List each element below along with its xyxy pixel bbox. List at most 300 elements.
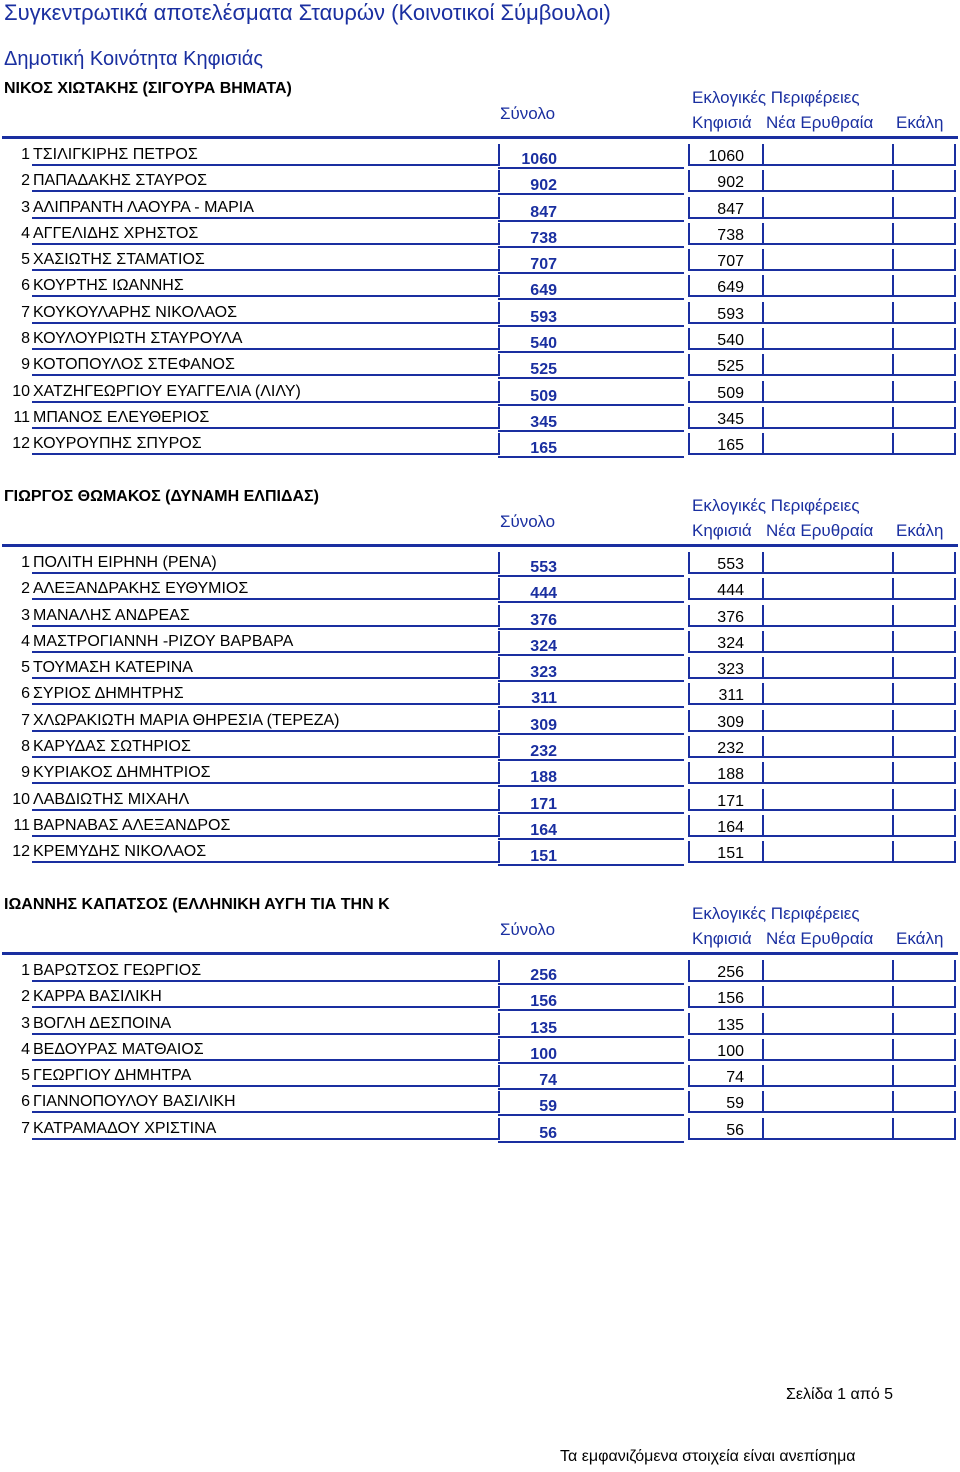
cell-divider (762, 1065, 764, 1087)
cell-divider (762, 249, 764, 271)
cell-divider (892, 1091, 894, 1113)
cell-divider (892, 1118, 894, 1140)
candidate-total: 135 (530, 1019, 557, 1037)
row-underline (32, 651, 498, 653)
candidate-total: 311 (531, 690, 557, 708)
cell-divider (688, 578, 690, 600)
candidate-name: ΤΟΥΜΑΣΗ ΚΑΤΕΡΙΝΑ (33, 659, 193, 677)
cell-divider (762, 1013, 764, 1035)
row-underline (32, 1059, 498, 1061)
table-row (0, 655, 960, 681)
table-row (0, 352, 960, 378)
candidate-kifisia-votes: 188 (717, 766, 744, 784)
cell-divider (688, 223, 690, 245)
page-number: Σελίδα 1 από 5 (786, 1386, 894, 1403)
cell-divider (688, 1118, 690, 1140)
cell-divider (954, 986, 956, 1008)
cell-divider (762, 657, 764, 679)
row-underline (32, 453, 498, 455)
total-header: Σύνολο (500, 920, 556, 939)
region-header-nea-erythraia: Νέα Ερυθραία (766, 929, 874, 948)
candidate-kifisia-votes: 1060 (708, 148, 744, 165)
cell-divider (498, 960, 500, 982)
candidate-total: 738 (530, 229, 557, 247)
region-underline (688, 1006, 956, 1008)
region-underline (688, 677, 956, 679)
table-row (0, 734, 960, 760)
cell-divider (688, 657, 690, 679)
region-underline (688, 374, 956, 376)
candidate-name: ΑΛΙΠΡΑΝΤΗ ΛΑΟΥΡΑ - ΜΑΡΙΑ (33, 198, 254, 216)
candidate-rank: 10 (12, 790, 30, 808)
candidate-kifisia-votes: 100 (717, 1042, 744, 1060)
candidate-rank: 11 (13, 408, 30, 426)
cell-divider (892, 789, 894, 811)
candidate-kifisia-votes: 323 (717, 661, 744, 679)
table-row (0, 379, 960, 405)
candidate-name: ΚΑΤΡΑΜΑΔΟΥ ΧΡΙΣΤΙΝΑ (33, 1119, 217, 1137)
candidate-rank: 7 (21, 303, 30, 321)
cell-divider (762, 960, 764, 982)
cell-divider (892, 407, 894, 429)
cell-divider (954, 657, 956, 679)
cell-divider (892, 302, 894, 324)
candidate-name: ΚΟΥΛΟΥΡΙΩΤΗ ΣΤΑΥΡΟΥΛΑ (33, 330, 243, 348)
cell-divider (688, 407, 690, 429)
cell-divider (762, 631, 764, 653)
region-header-kifisia: Κηφισιά (692, 521, 752, 540)
cell-divider (892, 986, 894, 1008)
candidate-rows (0, 958, 960, 1142)
cell-divider (688, 144, 690, 166)
cell-divider (892, 223, 894, 245)
candidate-total: 232 (530, 743, 557, 761)
candidate-rank: 2 (21, 988, 30, 1006)
unofficial-note: Τα εμφανιζόμενα στοιχεία είναι ανεπίσημα (560, 1448, 856, 1465)
cell-divider (954, 170, 956, 192)
table-row (0, 273, 960, 299)
table-row (0, 813, 960, 839)
cell-divider (892, 328, 894, 350)
region-underline (688, 730, 956, 732)
table-row (0, 142, 960, 168)
table-row (0, 1089, 960, 1115)
region-underline (688, 348, 956, 350)
candidate-name: ΚΥΡΙΑΚΟΣ ΔΗΜΗΤΡΙΟΣ (33, 764, 211, 782)
candidate-name: ΒΟΓΛΗ ΔΕΣΠΟΙΝΑ (33, 1014, 172, 1032)
cell-divider (954, 1039, 956, 1061)
region-header-ekali: Εκάλη (896, 929, 944, 948)
candidate-name: ΓΙΑΝΝΟΠΟΥΛΟΥ ΒΑΣΙΛΙΚΗ (33, 1093, 236, 1111)
region-underline (688, 453, 956, 455)
cell-divider (892, 736, 894, 758)
row-underline (32, 190, 498, 192)
cell-divider (762, 144, 764, 166)
electoral-regions-header: Εκλογικές Περιφέρειες (692, 904, 860, 923)
region-underline (688, 190, 956, 192)
cell-divider (688, 302, 690, 324)
row-underline (32, 598, 498, 600)
candidate-rank: 10 (12, 382, 30, 400)
candidate-kifisia-votes: 56 (726, 1121, 744, 1139)
candidate-name: ΚΑΡΡΑ ΒΑΣΙΛΙΚΗ (33, 988, 162, 1006)
cell-divider (762, 381, 764, 403)
candidate-total: 156 (530, 993, 557, 1011)
candidate-rank: 7 (21, 711, 30, 729)
region-underline (688, 269, 956, 271)
candidate-rank: 3 (21, 198, 30, 216)
row-underline (32, 625, 498, 627)
candidate-total: 323 (530, 664, 557, 682)
candidate-total: 74 (539, 1072, 557, 1090)
total-underline (498, 456, 684, 458)
region-underline (688, 401, 956, 403)
table-row (0, 195, 960, 221)
cell-divider (954, 605, 956, 627)
candidate-name: ΒΕΔΟΥΡΑΣ ΜΑΤΘΑΙΟΣ (33, 1040, 204, 1058)
cell-divider (498, 710, 500, 732)
table-row (0, 1037, 960, 1063)
region-underline (688, 651, 956, 653)
candidate-rank: 12 (12, 435, 30, 453)
candidate-total: 345 (530, 413, 557, 431)
cell-divider (498, 657, 500, 679)
cell-divider (954, 578, 956, 600)
cell-divider (892, 1013, 894, 1035)
table-row (0, 576, 960, 602)
candidate-rank: 1 (21, 554, 30, 571)
candidate-total: 553 (530, 559, 557, 576)
region-underline (688, 1033, 956, 1035)
region-header-nea-erythraia: Νέα Ερυθραία (766, 521, 874, 540)
candidate-kifisia-votes: 59 (726, 1095, 744, 1113)
cell-divider (498, 578, 500, 600)
candidate-total: 1060 (521, 151, 557, 168)
region-underline (688, 572, 956, 574)
region-underline (688, 243, 956, 245)
cell-divider (498, 762, 500, 784)
region-header-nea-erythraia: Νέα Ερυθραία (766, 113, 874, 132)
candidate-rank: 1 (21, 962, 30, 979)
table-row (0, 629, 960, 655)
cell-divider (688, 275, 690, 297)
region-underline (688, 1111, 956, 1113)
cell-divider (892, 1065, 894, 1087)
cell-divider (954, 815, 956, 837)
electoral-regions-header: Εκλογικές Περιφέρειες (692, 88, 860, 107)
cell-divider (498, 381, 500, 403)
total-underline (498, 1141, 684, 1143)
table-row (0, 431, 960, 457)
region-underline (688, 782, 956, 784)
candidate-total: 56 (539, 1124, 557, 1142)
cell-divider (954, 789, 956, 811)
candidate-kifisia-votes: 376 (717, 608, 744, 626)
header-divider (2, 544, 958, 547)
region-underline (688, 164, 956, 166)
candidate-rank: 5 (21, 251, 30, 269)
cell-divider (954, 354, 956, 376)
cell-divider (954, 736, 956, 758)
cell-divider (688, 789, 690, 811)
cell-divider (892, 631, 894, 653)
cell-divider (688, 328, 690, 350)
electoral-regions-header: Εκλογικές Περιφέρειες (692, 496, 860, 515)
cell-divider (954, 328, 956, 350)
cell-divider (762, 170, 764, 192)
cell-divider (498, 407, 500, 429)
candidate-kifisia-votes: 525 (717, 358, 744, 376)
cell-divider (954, 710, 956, 732)
cell-divider (498, 1091, 500, 1113)
candidate-name: ΚΡΕΜΥΔΗΣ ΝΙΚΟΛΑΟΣ (33, 843, 207, 861)
candidate-rank: 5 (21, 1067, 30, 1085)
candidate-kifisia-votes: 309 (717, 713, 744, 731)
region-underline (688, 1138, 956, 1140)
candidate-total: 540 (530, 335, 557, 353)
region-header-kifisia: Κηφισιά (692, 929, 752, 948)
table-row (0, 221, 960, 247)
candidate-kifisia-votes: 847 (717, 200, 744, 218)
cell-divider (892, 762, 894, 784)
cell-divider (688, 605, 690, 627)
candidate-name: ΜΠΑΝΟΣ ΕΛΕΥΘΕΡΙΟΣ (33, 408, 210, 426)
cell-divider (688, 710, 690, 732)
cell-divider (688, 170, 690, 192)
region-underline (688, 756, 956, 758)
cell-divider (762, 578, 764, 600)
cell-divider (892, 433, 894, 455)
cell-divider (498, 433, 500, 455)
row-underline (32, 401, 498, 403)
cell-divider (762, 683, 764, 705)
candidate-kifisia-votes: 151 (717, 845, 744, 863)
candidate-total: 649 (530, 282, 557, 300)
cell-divider (498, 1039, 500, 1061)
region-underline (688, 1085, 956, 1087)
candidate-total: 151 (530, 848, 557, 866)
candidate-rank: 4 (21, 632, 30, 650)
cell-divider (688, 960, 690, 982)
cell-divider (762, 302, 764, 324)
cell-divider (762, 736, 764, 758)
candidate-total: 100 (530, 1045, 557, 1063)
candidate-total: 444 (530, 585, 557, 603)
cell-divider (954, 302, 956, 324)
cell-divider (498, 736, 500, 758)
cell-divider (498, 1013, 500, 1035)
cell-divider (688, 197, 690, 219)
candidate-name: ΚΟΥΚΟΥΛΑΡΗΣ ΝΙΚΟΛΑΟΣ (33, 303, 237, 321)
region-underline (688, 625, 956, 627)
cell-divider (688, 762, 690, 784)
candidate-name: ΓΕΩΡΓΙΟΥ ΔΗΜΗΤΡΑ (33, 1067, 192, 1085)
cell-divider (688, 249, 690, 271)
candidate-kifisia-votes: 649 (717, 279, 744, 297)
cell-divider (892, 381, 894, 403)
cell-divider (954, 683, 956, 705)
candidate-kifisia-votes: 232 (717, 740, 744, 758)
cell-divider (498, 275, 500, 297)
table-row (0, 958, 960, 984)
table-row (0, 247, 960, 273)
row-underline (32, 269, 498, 271)
cell-divider (762, 1118, 764, 1140)
table-row (0, 1063, 960, 1089)
candidate-rank: 9 (21, 764, 30, 782)
candidate-kifisia-votes: 345 (717, 410, 744, 428)
row-underline (32, 164, 498, 166)
cell-divider (762, 1039, 764, 1061)
candidate-total: 847 (530, 203, 557, 221)
candidate-name: ΒΑΡΩΤΣΟΣ ΓΕΩΡΓΙΟΣ (33, 962, 202, 979)
candidate-total: 324 (530, 637, 557, 655)
row-underline (32, 756, 498, 758)
candidate-kifisia-votes: 164 (717, 818, 744, 836)
candidate-name: ΚΟΥΡΟΥΠΗΣ ΣΠΥΡΟΣ (33, 435, 202, 453)
candidate-rank: 3 (21, 606, 30, 624)
cell-divider (892, 841, 894, 863)
cell-divider (892, 683, 894, 705)
candidate-total: 707 (530, 256, 557, 274)
candidate-kifisia-votes: 902 (717, 174, 744, 192)
cell-divider (762, 762, 764, 784)
row-underline (32, 348, 498, 350)
candidate-name: ΧΑΤΖΗΓΕΩΡΓΙΟΥ ΕΥΑΓΓΕΛΙΑ (ΛΙΛΥ) (33, 382, 301, 400)
table-row (0, 550, 960, 576)
cell-divider (498, 1065, 500, 1087)
candidate-name: ΚΟΤΟΠΟΥΛΟΣ ΣΤΕΦΑΝΟΣ (33, 356, 235, 374)
candidate-total: 59 (539, 1098, 557, 1116)
cell-divider (762, 605, 764, 627)
cell-divider (688, 433, 690, 455)
cell-divider (688, 841, 690, 863)
cell-divider (954, 960, 956, 982)
cell-divider (954, 1065, 956, 1087)
row-underline (32, 1085, 498, 1087)
table-row (0, 760, 960, 786)
table-row (0, 603, 960, 629)
row-underline (32, 861, 498, 863)
cell-divider (954, 223, 956, 245)
candidate-rank: 6 (21, 685, 30, 703)
cell-divider (498, 197, 500, 219)
table-row (0, 405, 960, 431)
cell-divider (498, 328, 500, 350)
row-underline (32, 980, 498, 982)
region-underline (688, 835, 956, 837)
cell-divider (498, 302, 500, 324)
cell-divider (498, 631, 500, 653)
candidate-rank: 3 (21, 1014, 30, 1032)
cell-divider (688, 736, 690, 758)
candidate-name: ΚΟΥΡΤΗΣ ΙΩΑΝΝΗΣ (33, 277, 184, 295)
candidate-rank: 8 (21, 738, 30, 756)
cell-divider (954, 275, 956, 297)
cell-divider (498, 1118, 500, 1140)
table-row (0, 326, 960, 352)
table-row (0, 168, 960, 194)
candidate-rank: 4 (21, 224, 30, 242)
candidate-name: ΠΑΠΑΔΑΚΗΣ ΣΤΑΥΡΟΣ (33, 172, 208, 190)
cell-divider (954, 144, 956, 166)
cell-divider (688, 552, 690, 574)
cell-divider (498, 986, 500, 1008)
candidate-name: ΒΑΡΝΑΒΑΣ ΑΛΕΞΑΝΔΡΟΣ (33, 816, 231, 834)
table-row (0, 839, 960, 865)
cell-divider (762, 328, 764, 350)
candidate-name: ΜΑΣΤΡΟΓΙΑΝΝΗ -ΡΙΖΟΥ ΒΑΡΒΑΡΑ (33, 632, 294, 650)
region-header-ekali: Εκάλη (896, 521, 944, 540)
cell-divider (688, 1091, 690, 1113)
region-header-kifisia: Κηφισιά (692, 113, 752, 132)
cell-divider (762, 841, 764, 863)
candidate-kifisia-votes: 738 (717, 226, 744, 244)
row-underline (32, 572, 498, 574)
row-underline (32, 809, 498, 811)
candidate-rows (0, 550, 960, 866)
region-underline (688, 703, 956, 705)
candidate-rank: 8 (21, 330, 30, 348)
cell-divider (892, 197, 894, 219)
cell-divider (498, 815, 500, 837)
candidate-total: 256 (530, 967, 557, 984)
region-underline (688, 598, 956, 600)
cell-divider (892, 1039, 894, 1061)
cell-divider (762, 1091, 764, 1113)
cell-divider (762, 433, 764, 455)
candidate-kifisia-votes: 311 (718, 687, 744, 705)
cell-divider (892, 657, 894, 679)
cell-divider (498, 841, 500, 863)
cell-divider (892, 249, 894, 271)
candidate-rows (0, 142, 960, 458)
candidate-kifisia-votes: 509 (717, 384, 744, 402)
candidate-kifisia-votes: 444 (717, 582, 744, 600)
cell-divider (954, 407, 956, 429)
party-leader-title: ΙΩΑΝΝΗΣ ΚΑΠΑΤΣΟΣ (ΕΛΛΗΝΙΚΗ ΑΥΓΗ ΤΙΑ ΤΗΝ Κ (4, 896, 390, 913)
cell-divider (892, 960, 894, 982)
candidate-name: ΑΛΕΞΑΝΔΡΑΚΗΣ ΕΥΘΥΜΙΟΣ (33, 580, 249, 598)
cell-divider (954, 1091, 956, 1113)
cell-divider (762, 552, 764, 574)
header-divider (2, 136, 958, 139)
cell-divider (954, 381, 956, 403)
candidate-kifisia-votes: 707 (717, 253, 744, 271)
cell-divider (892, 552, 894, 574)
candidate-kifisia-votes: 165 (717, 437, 744, 455)
cell-divider (954, 841, 956, 863)
cell-divider (688, 683, 690, 705)
candidate-rank: 2 (21, 172, 30, 190)
cell-divider (688, 1013, 690, 1035)
cell-divider (762, 223, 764, 245)
candidate-total: 164 (530, 821, 557, 839)
candidate-rank: 5 (21, 659, 30, 677)
candidate-rank: 1 (21, 146, 30, 163)
cell-divider (892, 144, 894, 166)
candidate-name: ΤΣΙΛΙΓΚΙΡΗΣ ΠΕΤΡΟΣ (33, 146, 198, 163)
total-underline (498, 864, 684, 866)
cell-divider (762, 710, 764, 732)
table-row (0, 708, 960, 734)
total-header: Σύνολο (500, 104, 556, 123)
row-underline (32, 677, 498, 679)
candidate-rank: 6 (21, 1093, 30, 1111)
candidate-total: 902 (530, 177, 557, 195)
candidate-kifisia-votes: 553 (717, 556, 744, 573)
table-row (0, 787, 960, 813)
